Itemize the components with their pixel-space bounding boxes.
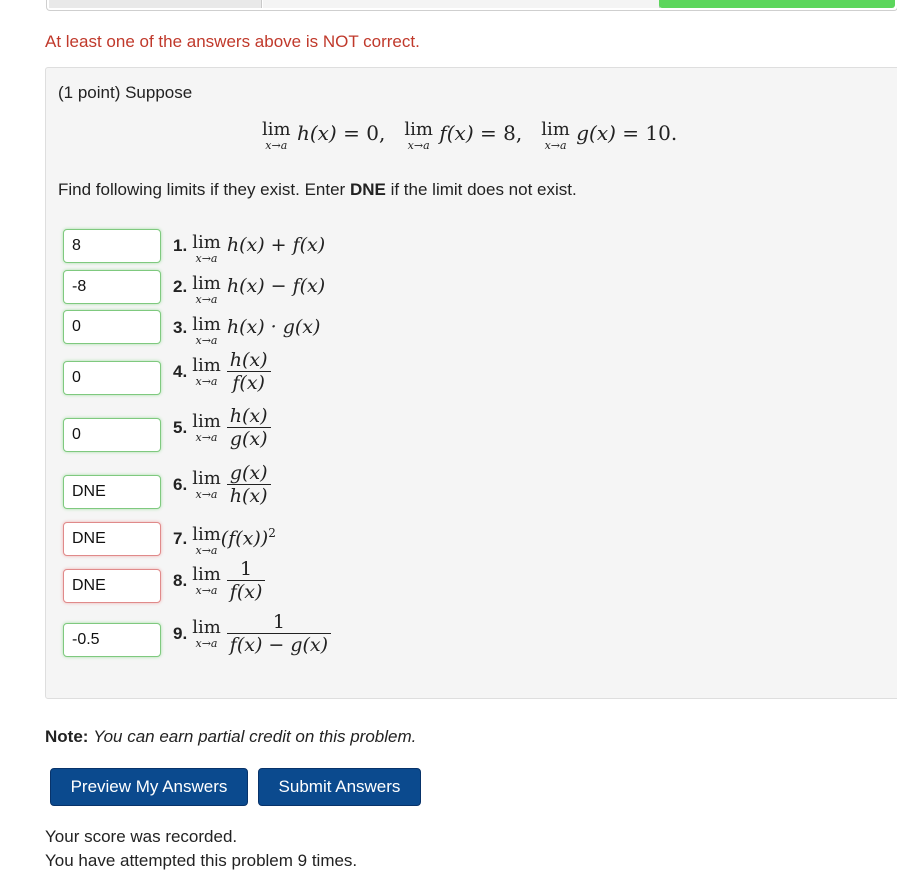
- given-value-g: 10: [645, 121, 671, 145]
- results-cell: [263, 0, 660, 8]
- partial-credit-note: Note: You can earn partial credit on this problem.: [45, 727, 417, 746]
- score-status: Your score was recorded.: [45, 827, 238, 846]
- given-func-h: h(x): [296, 121, 337, 145]
- dne-keyword: DNE: [349, 180, 386, 199]
- answer-input-7[interactable]: [63, 522, 161, 556]
- given-lim-h: lim x→a: [262, 119, 291, 152]
- answer-input-4[interactable]: [63, 361, 161, 395]
- answer-input-8[interactable]: [63, 569, 161, 603]
- question-2-expr: h(x) − f(x): [226, 275, 326, 297]
- question-9: 9. lim x→a $\frac{1}{f(x) - g(x)}$: [173, 611, 331, 656]
- question-7: 7. lim x→a $(f(x))^2$: [173, 524, 276, 557]
- given-lim-f: lim x→a: [404, 119, 433, 152]
- question-1-expr: h(x) + f(x): [226, 234, 326, 256]
- problem-intro: (1 point) Suppose: [58, 83, 193, 102]
- question-4: 4. lim x→a $\frac{h(x)}{f(x)}$: [173, 349, 271, 394]
- answer-input-6[interactable]: [63, 475, 161, 509]
- question-1: 1. lim x→a h(x) + f(x): [173, 232, 326, 265]
- results-cell-correct: [659, 0, 895, 8]
- given-limits: lim x→a h(x) = 0, lim x→a f(x) = 8, lim x→a g(x) = 10.: [262, 119, 678, 152]
- given-func-g: g(x): [576, 121, 616, 145]
- question-3-expr: h(x) · g(x): [226, 316, 321, 338]
- question-2: 2. lim x→a h(x) − f(x): [173, 273, 326, 306]
- given-lim-g: lim x→a: [541, 119, 570, 152]
- question-7-expr: (f(x)): [220, 527, 269, 550]
- answer-input-3[interactable]: [63, 310, 161, 344]
- feedback-message: At least one of the answers above is NOT correct.: [45, 32, 420, 51]
- given-func-f: f(x): [439, 121, 474, 145]
- question-5: 5. lim x→a $\frac{h(x)}{g(x)}$: [173, 405, 271, 450]
- question-3: 3. lim x→a h(x) · g(x): [173, 314, 321, 347]
- question-6: 6. lim x→a $\frac{g(x)}{h(x)}$: [173, 462, 271, 507]
- given-value-f: 8: [503, 121, 516, 145]
- answer-input-9[interactable]: [63, 623, 161, 657]
- answer-input-5[interactable]: [63, 418, 161, 452]
- given-value-h: 0: [366, 121, 379, 145]
- answer-input-1[interactable]: [63, 229, 161, 263]
- attempts-status: You have attempted this problem 9 times.: [45, 851, 358, 870]
- instructions: Find following limits if they exist. Enter DNE if the limit does not exist.: [58, 180, 577, 199]
- question-8: 8. lim x→a $\frac{1}{f(x)}$: [173, 558, 265, 603]
- results-cell: [49, 0, 262, 8]
- previous-results-table: [46, 0, 897, 11]
- answer-input-2[interactable]: [63, 270, 161, 304]
- submit-answers-button[interactable]: Submit Answers: [258, 768, 421, 806]
- preview-answers-button[interactable]: Preview My Answers: [50, 768, 248, 806]
